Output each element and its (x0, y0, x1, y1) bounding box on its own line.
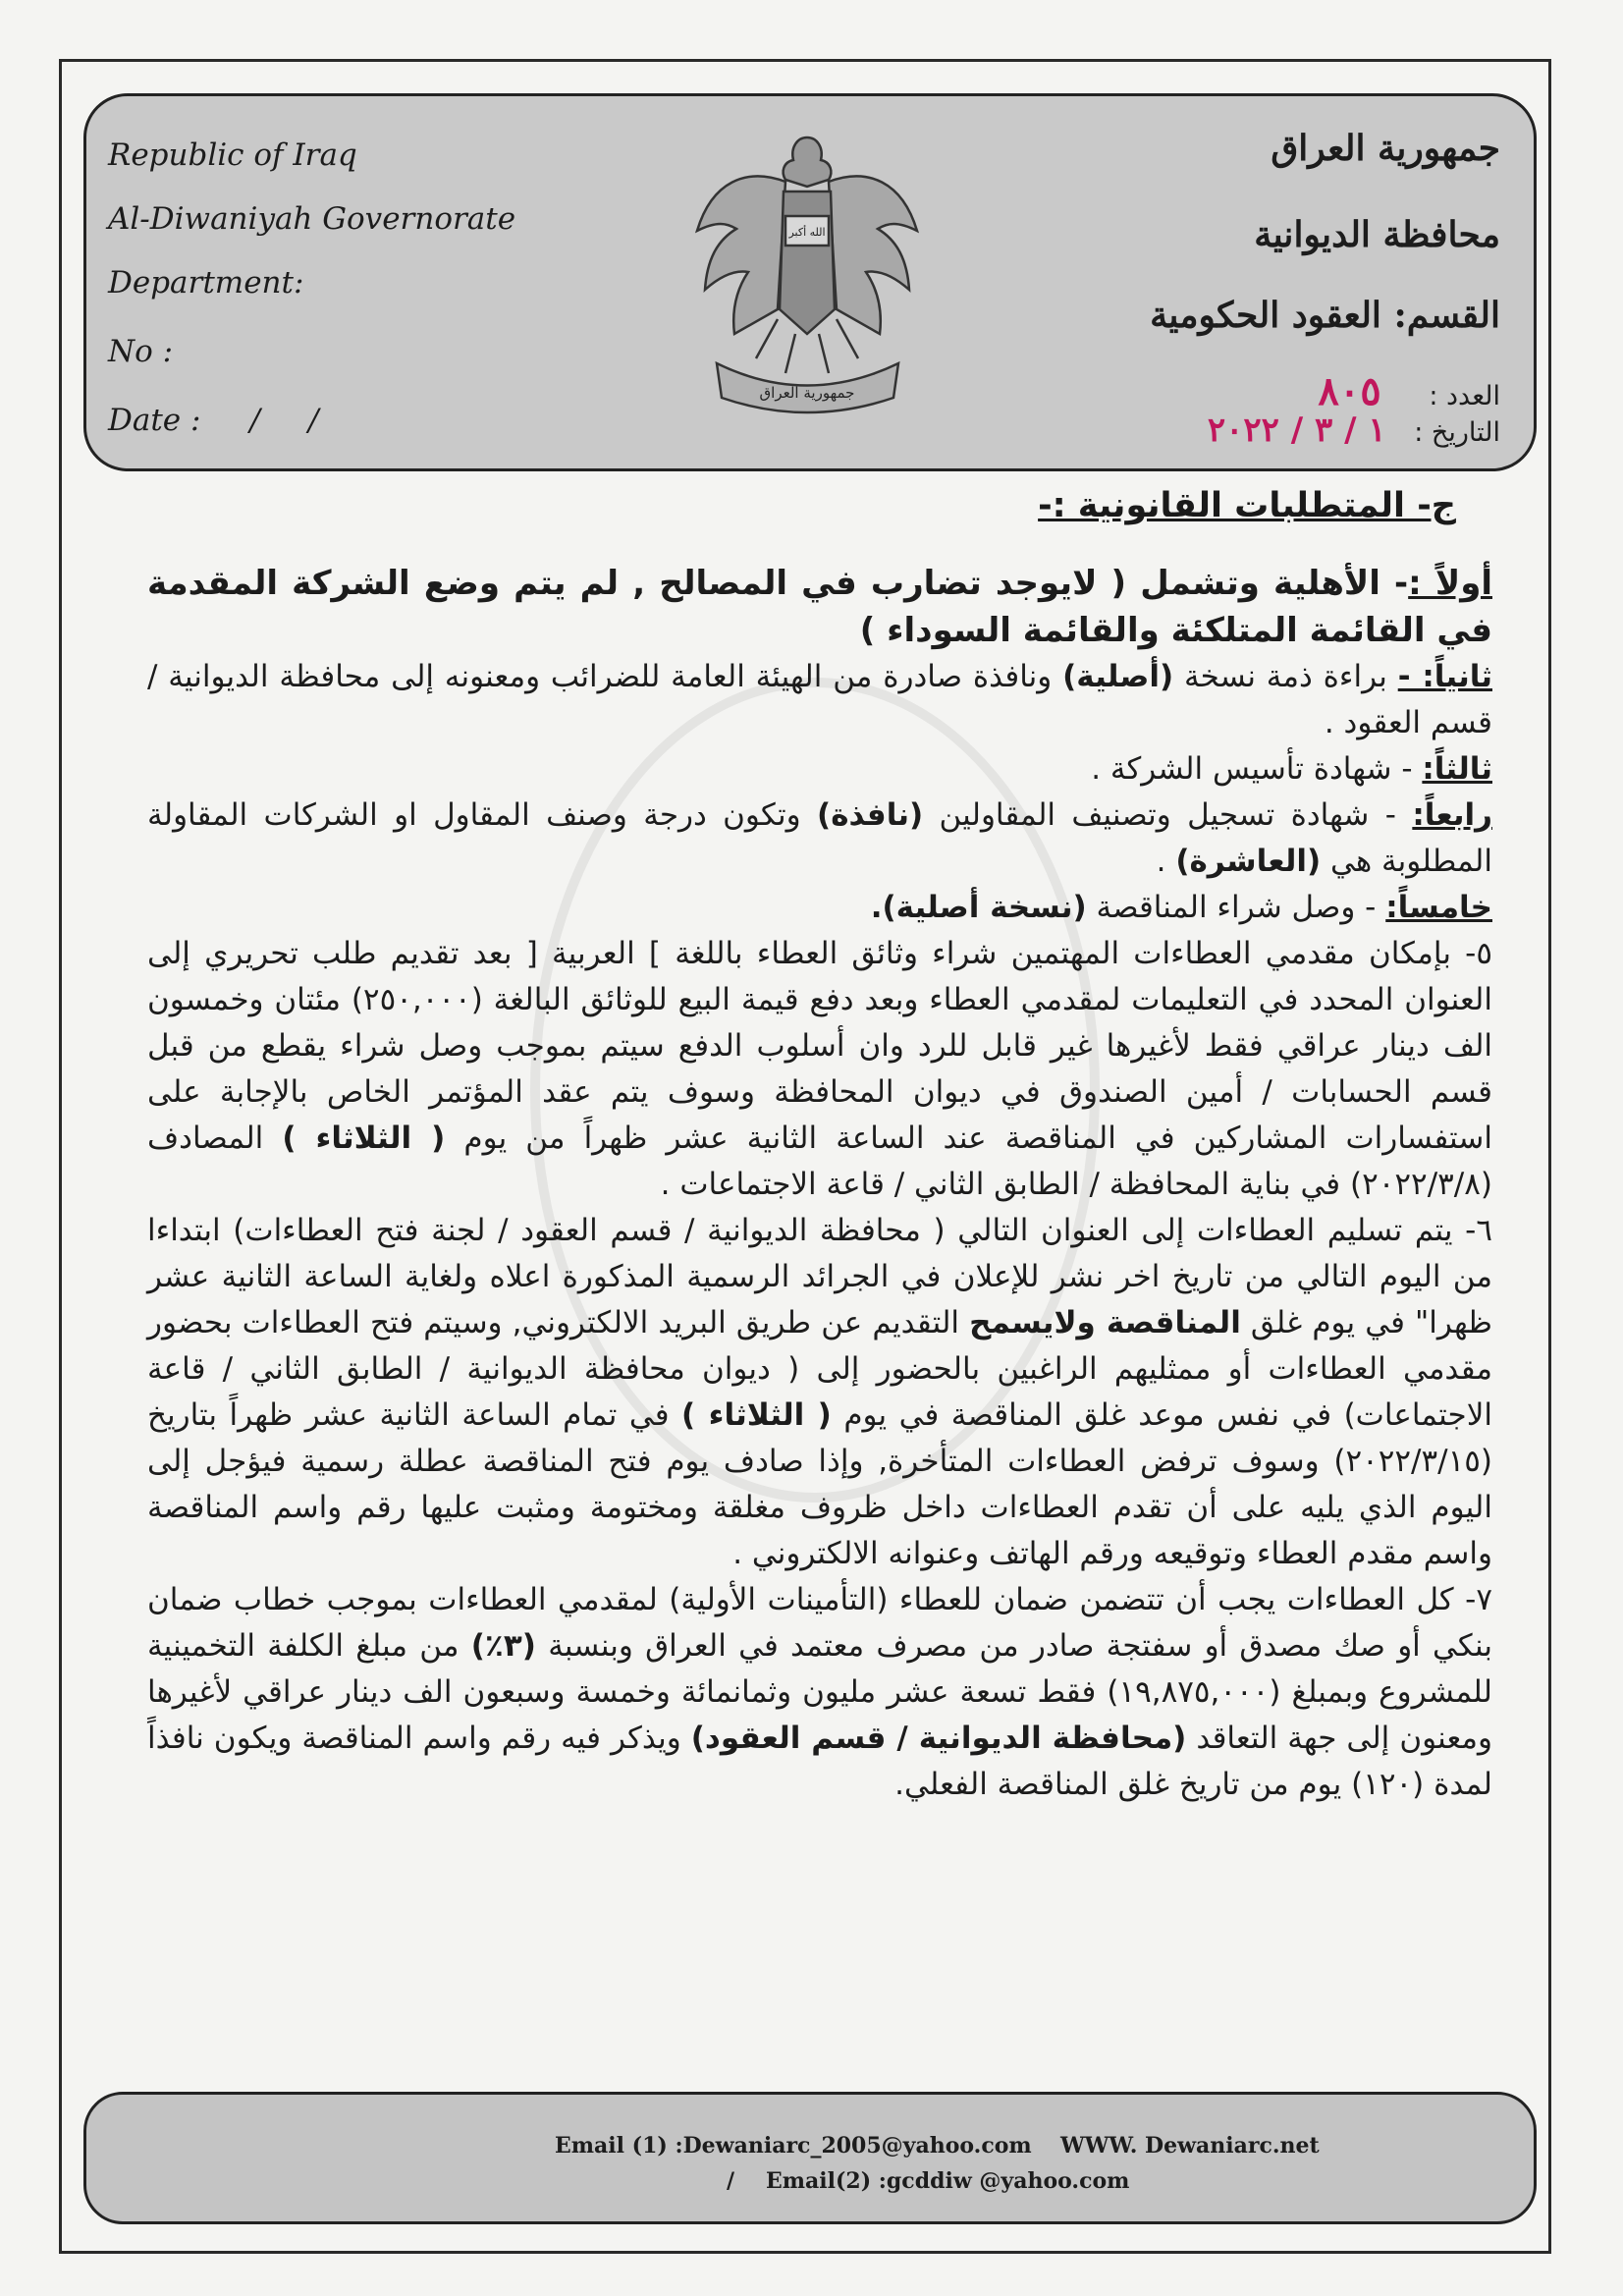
handwritten-date: ١ / ٣ / ٢٠٢٢ (1207, 410, 1386, 450)
paragraph-7 (147, 1577, 1492, 1808)
paragraph-7-bold2: (محافظة الديوانية / قسم العقود) (690, 1721, 1187, 1756)
item-fifth (147, 885, 1492, 931)
paragraph-5 (147, 931, 1492, 1208)
iraq-eagle-emblem (687, 113, 928, 427)
footer-email-1: Email (1) :Dewaniarc_2005@yahoo.com (555, 2133, 1032, 2159)
arabic-department: القسم: العقود الحكومية (1150, 295, 1500, 336)
item-first-bold: لايوجد تضارب في المصالح , لم يتم وضع الشركة المقدمة في القائمة المتلكئة والقائمة السوداء ) (147, 564, 1492, 650)
item-third-label: ثالثاً: (1422, 751, 1492, 787)
item-fifth-bold: (نسخة أصلية). (870, 890, 1087, 925)
item-fifth-text: - وصل شراء المناقصة (1086, 890, 1386, 925)
english-date-label: Date : (108, 403, 201, 438)
item-fourth-text-end: . (1156, 844, 1176, 879)
paragraph-6-text: ٦- يتم تسليم العطاءات إلى العنوان التالي ( محافظة الديوانية / قسم العقود / لجنة فتح العطاءات) ابتداءا من اليوم التالي من تاريخ اخر نشر للإعلان في الجرائد الرسمية المذكورة اعلاه ولغاية الساعة الثانية عشر ظهرا" في يوم غلق (147, 1213, 1492, 1340)
item-third (147, 746, 1492, 793)
item-third-text: - شهادة تأسيس الشركة . (1091, 751, 1423, 787)
item-first-text: - الأهلية وتشمل ( (1097, 564, 1409, 603)
item-fourth-label: رابعاً: (1412, 797, 1492, 833)
emblem-motto: الله أكبر (788, 226, 826, 239)
item-fourth-text-mid: وتكون درجة وصنف المقاول او الشركات المقاولة المطلوبة هي (147, 797, 1492, 879)
item-second-label: ثانياً: - (1397, 659, 1492, 694)
arabic-country: جمهورية العراق (1271, 128, 1500, 169)
item-second (147, 654, 1492, 746)
paragraph-7-bold: (٣٪) (470, 1628, 536, 1664)
footer-slash: / (727, 2168, 735, 2194)
footer-website: WWW. Dewaniarc.net (1060, 2133, 1320, 2159)
item-first-label: أولاً : (1408, 564, 1492, 603)
paragraph-6-end: في تمام الساعة الثانية عشر ظهراً بتاريخ (٢٠٢٢/٣/١٥) وسوف ترفض العطاءات المتأخرة, وإذا صادف يوم فتح المناقصة عطلة رسمية فيؤجل إلى اليوم الذي يليه على أن تقدم العطاءات داخل ظروف مغلقة ومختومة ومثبت عليها رقم واسم المناقصة واسم مقدم العطاء وتوقيعه ورقم الهاتف وعنوانه الالكتروني . (147, 1397, 1492, 1571)
english-governorate: Al-Diwaniyah Governorate (108, 201, 516, 237)
english-date-slashes: / / (249, 403, 319, 438)
item-fourth-bold2: (العاشرة) (1175, 844, 1322, 879)
item-second-text: براءة ذمة نسخة (1173, 659, 1398, 694)
section-heading: ج- المتطلبات القانونية :- (1038, 486, 1456, 525)
footer-email-2: Email(2) :gcddiw @yahoo.com (766, 2168, 1130, 2194)
requirements-body (147, 560, 1492, 1808)
item-fourth-text: - شهادة تسجيل وتصنيف المقاولين (923, 797, 1413, 833)
emblem-caption: جمهورية العراق (759, 384, 855, 402)
paragraph-6-bold2: ( الثلاثاء ) (681, 1397, 832, 1433)
item-second-text-end: ونافذة صادرة من الهيئة العامة للضرائب ومعنونه إلى محافظة الديوانية / قسم العقود . (147, 659, 1492, 740)
paragraph-6-text-mid: التقديم عن طريق البريد الالكتروني, وسيتم فتح العطاءات بحضور مقدمي العطاءات أو ممثليهم الراغبين بالحضور إلى ( ديوان محافظة الديوانية / الطابق الثاني / قاعة الاجتماعات) في نفس موعد غلق المناقصة في يوم (147, 1305, 1492, 1433)
paragraph-6-bold: المناقصة ولايسمح (969, 1305, 1241, 1340)
paragraph-7-end: ويذكر فيه رقم واسم المناقصة ويكون نافذاً لمدة (١٢٠) يوم من تاريخ غلق المناقصة الفعلي. (147, 1721, 1492, 1802)
english-department: Department: (108, 265, 304, 301)
handwritten-number: ٨٠٥ (1318, 368, 1381, 414)
item-second-bold: (أصلية) (1062, 659, 1174, 694)
item-fifth-label: خامساً: (1385, 890, 1492, 925)
paragraph-5-end: المصادف (٢٠٢٢/٣/٨) في بناية المحافظة / الطابق الثاني / قاعة الاجتماعات . (147, 1121, 1492, 1202)
arabic-governorate: محافظة الديوانية (1254, 214, 1500, 255)
english-date (108, 403, 318, 438)
arabic-date (1208, 410, 1500, 450)
paragraph-7-text: ٧- كل العطاءات يجب أن تتضمن ضمان للعطاء (التأمينات الأولية) لمقدمي العطاءات بموجب خطاب ضمان بنكي أو صك مصدق أو سفتجة صادر من مصرف معتمد في العراق وبنسبة (147, 1582, 1492, 1664)
item-first (147, 560, 1492, 654)
paragraph-7-text-mid: من مبلغ الكلفة التخمينية للمشروع وبمبلغ (١٩,٨٧٥,٠٠٠) فقط تسعة عشر مليون وثمانمائة وخمسة وسبعون الف دينار عراقي لأغيرها ومعنون إلى جهة التعاقد (147, 1628, 1492, 1756)
arabic-number-label: العدد : (1429, 381, 1500, 411)
arabic-date-label: التاريخ : (1414, 417, 1500, 448)
english-country: Republic of Iraq (108, 137, 357, 173)
paragraph-6 (147, 1208, 1492, 1577)
item-fourth (147, 793, 1492, 885)
english-number: No : (108, 334, 174, 369)
arabic-number (1318, 368, 1500, 414)
item-fourth-bold: (نافذة) (817, 797, 924, 833)
paragraph-5-bold: ( الثلاثاء ) (282, 1121, 446, 1156)
paragraph-5-text: ٥- بإمكان مقدمي العطاءات المهتمين شراء وثائق العطاء باللغة ] العربية [ بعد تقديم طلب تحريري إلى العنوان المحدد في التعليمات لمقدمي العطاء وبعد دفع قيمة البيع للوثائق البالغة (٢٥٠,٠٠٠) مئتان وخمسون الف دينار عراقي فقط لأغيرها غير قابل للرد وان أسلوب الدفع سيتم بموجب وصل شراء يقطع من قبل قسم الحسابات / أمين الصندوق في ديوان المحافظة وسوف يتم عقد المؤتمر الخاص بالإجابة على استفسارات المشاركين في المناقصة عند الساعة الثانية عشر ظهراً من يوم (147, 936, 1492, 1156)
